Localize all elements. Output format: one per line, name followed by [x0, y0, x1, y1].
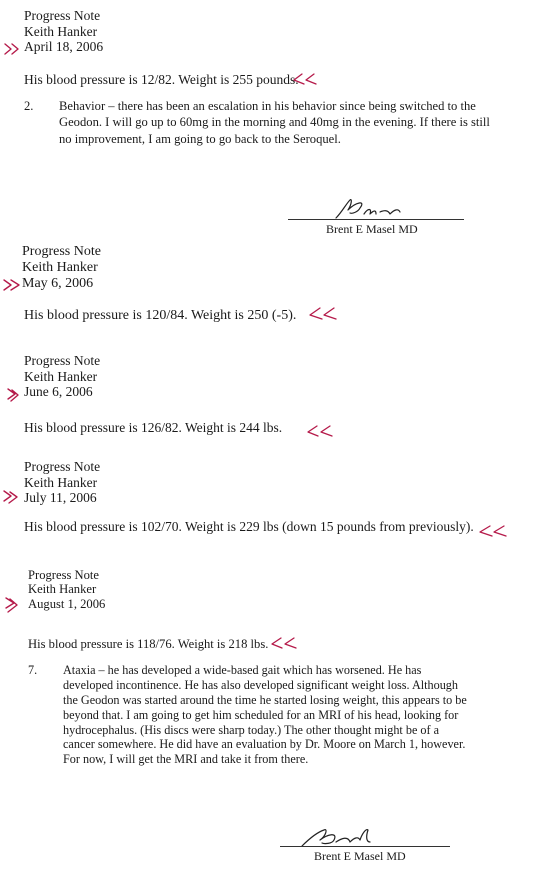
note-item	[28, 663, 504, 783]
progress-note-2	[22, 244, 101, 292]
vitals-line: His blood pressure is 102/70. Weight is 229 lbs (down 15 pounds from previously).	[24, 519, 474, 534]
item-text: Behavior – there has been an escalation in his behavior since being switched to the Geodon. I will go up to 60mg in the morning and 40mg in the evening. If there is still no improvement, I am going to go back to the Seroquel.	[59, 99, 490, 146]
note-date: April 18, 2006	[24, 39, 104, 55]
double-chevron-left-icon	[270, 636, 298, 652]
item-number: 2.	[24, 99, 34, 113]
vitals-line: His blood pressure is 12/82. Weight is 255 pounds.	[24, 72, 299, 87]
signature-name: Brent E Masel MD	[326, 222, 418, 236]
note-item	[24, 98, 504, 152]
note-date: August 1, 2006	[28, 596, 106, 611]
double-chevron-left-icon	[306, 424, 334, 440]
item-number: 7.	[28, 663, 38, 677]
note-title: Progress Note	[28, 568, 100, 582]
double-chevron-left-icon	[478, 524, 508, 540]
double-chevron-left-icon	[308, 306, 338, 322]
vitals-line: His blood pressure is 126/82. Weight is 244 lbs.	[24, 420, 283, 435]
patient-name: Keith Hanker	[24, 368, 98, 384]
vitals-line: His blood pressure is 118/76. Weight is 218 lbs.	[28, 637, 269, 651]
double-chevron-right-icon	[4, 42, 22, 56]
progress-note-3	[24, 353, 100, 400]
signature-line	[288, 219, 464, 220]
handwritten-signature-icon	[330, 194, 410, 222]
vitals-line: His blood pressure is 120/84. Weight is 250 (-5).	[24, 308, 297, 323]
note-date: May 6, 2006	[22, 276, 94, 292]
double-chevron-left-icon	[292, 72, 318, 86]
note-title: Progress Note	[24, 459, 101, 474]
double-chevron-right-icon	[3, 489, 21, 505]
progress-note-1	[24, 8, 103, 55]
note-title: Progress Note	[22, 244, 101, 259]
patient-name: Keith Hanker	[22, 260, 98, 276]
patient-name: Keith Hanker	[24, 23, 98, 39]
note-title: Progress Note	[24, 8, 101, 23]
progress-note-5	[28, 568, 105, 611]
patient-name: Keith Hanker	[24, 474, 98, 490]
item-text: Ataxia – he has developed a wide-based gait which has worsened. He has developed incontinence. He has also developed significant weight loss. Although the Geodon was started around the time he started losing weight, this appears to be beyond that. I am going to get him scheduled for an MRI of his head, looking for hydrocephalus. (His discs were sharp today.) The other thought might be of a cancer somewhere. He did have an evaluation by Dr. Moore on March 1, however. For now, I will get the MRI and take it from there.	[63, 663, 467, 767]
note-date: July 11, 2006	[24, 490, 97, 506]
progress-note-4	[24, 459, 100, 506]
double-chevron-right-icon	[4, 595, 22, 613]
double-chevron-right-icon	[3, 278, 23, 292]
signature-name: Brent E Masel MD	[314, 849, 406, 863]
patient-name: Keith Hanker	[28, 582, 97, 597]
signature-line	[280, 846, 450, 847]
note-date: June 6, 2006	[24, 384, 93, 400]
double-chevron-right-icon	[6, 386, 22, 402]
note-title: Progress Note	[24, 353, 101, 368]
